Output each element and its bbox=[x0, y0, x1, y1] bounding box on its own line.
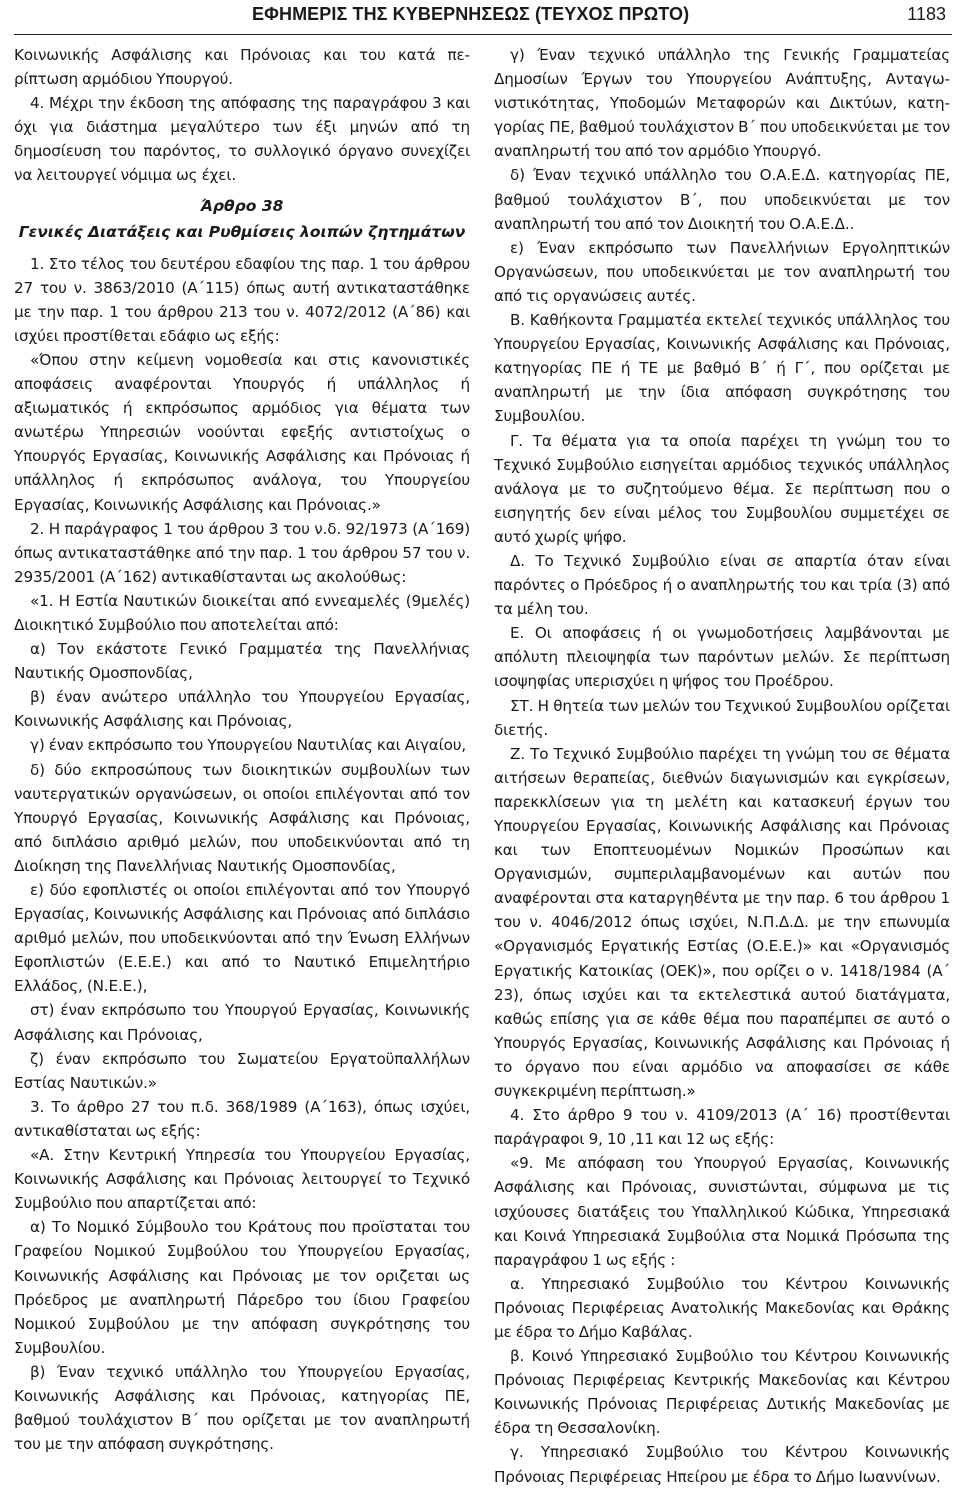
gazette-title: ΕΦΗΜΕΡΙΣ ΤΗΣ ΚΥΒΕΡΝΗΣΕΩΣ (ΤΕΥΧΟΣ ΠΡΩΤΟ) bbox=[252, 4, 690, 24]
paragraph: Β. Καθήκοντα Γραμματέα εκτελεί τεχνικός υπάλληλος του Υπουργείου Εργασίας, Κοινωνικής Ασφάλισης και Πρόνοιας, κατηγορίας ΠΕ ή ΤΕ με βαθμό Β΄ ή Γ΄, που ορίζεται με αναπληρωτή με την ίδια απόφαση συγκρότησης του Συμβουλίου. bbox=[494, 311, 950, 426]
paragraph: γ. Υπηρεσιακό Συμβούλιο του Κέντρου Κοινωνικής Πρόνοιας Περιφέρειας Ηπείρου με έδρα το Δήμο Ιωαννίνων. bbox=[494, 1443, 950, 1486]
paragraph: Δ. Το Τεχνικό Συμβούλιο είναι σε απαρτία όταν είναι παρόντες ο Πρόεδρος ή ο αναπληρωτής του και τρία (3) από τα μέλη του. bbox=[494, 551, 950, 619]
paragraph: «Όπου στην κείμενη νομοθεσία και στις κανονιστικές αποφάσεις αναφέρονται Υπουργός ή υπάλληλος ή αξιωματικός ή εκπρόσωπος αρμόδιος για θέματα των ανωτέρω Υπηρεσιών νοούνται εφεξής αντιστοίχως ο Υπουργός Εργασίας, Κοινωνικής Ασφάλισης και Πρόνοιας ή υπάλληλος ή εκπρόσωπος ανάλογα, του Υπουργείου Εργασίας, Κοινωνικής Ασφάλισης και Πρόνοιας.» bbox=[14, 350, 470, 514]
paragraph: «Α. Στην Κεντρική Υπηρεσία του Υπουργείου Εργασίας, Κοινωνικής Ασφάλισης και Πρόνοιας λειτουργεί το Τεχνικό Συμβούλιο που απαρτίζεται από: bbox=[14, 1146, 470, 1213]
paragraph: α. Υπηρεσιακό Συμβούλιο του Κέντρου Κοινωνικής Πρόνοιας Περιφέρειας Ανατολικής Μακεδονίας και Θράκης με έδρα το Δήμο Καβάλας. bbox=[494, 1274, 950, 1341]
paragraph: Ε. Οι αποφάσεις ή οι γνωμοδοτήσεις λαμβάνονται με απόλυτη πλειοψηφία των παρόντων μελών. Σε περίπτωση ισοψηφίας υπερισχύει η ψήφος του Προέδρου. bbox=[494, 624, 950, 691]
paragraph: Κοινωνικής Ασφάλισης και Πρόνοιας και του κατά περίπτωση αρμόδιου Υπουργού. bbox=[14, 46, 470, 89]
paragraph: Ζ. Το Τεχνικό Συμβούλιο παρέχει τη γνώμη του σε θέματα αιτήσεων θεραπείας, διεθνών διαγωνισμών και εγκρίσεων, παρεκκλίσεων για τη μελέτη και κατασκευή έργων του Υπουργείου Εργασίας, Κοινωνικής Ασφάλισης και Πρόνοιας και των Εποπτευομένων Νομικών Προσώπων και Οργανισμών, συμπεριλαμβανομένων και αυτών που αναφέρονται στα καταργηθέντα με την παρ. 6 του άρθρου 1 του ν. 4046/2012 όπως ισχύει, Ν.Π.Δ.Δ. με την επωνυμία «Οργανισμός Εργατικής Εστίας (Ο.Ε.Ε.)» και «Οργανισμός Εργατικής Κατοικίας (ΟΕΚ)», που ορίζει ο ν. 1418/1984 (Α΄ 23), όπως ισχύει και τα εκτελεστικά αυτού διατάγματα, καθώς επίσης για σε κάθε θέμα που παραπέμπει σε αυτό ο Υπουργός Εργασίας, Κοινωνικής Ασφάλισης και Πρόνοιας ή το όργανο που είναι αρμόδιο να αποφασίσει σε κάθε συγκεκριμένη περίπτωση.» bbox=[494, 744, 950, 1101]
paragraph: α) Τον εκάστοτε Γενικό Γραμματέα της Πανελλήνιας Ναυτικής Ομοσπονδίας, bbox=[14, 640, 470, 683]
paragraph: δ) Έναν τεχνικό υπάλληλο του Ο.Α.Ε.Δ. κατηγορίας ΠΕ, βαθμού τουλάχιστον Β΄, που υποδεικνύεται με τον αναπληρωτή του από τον Διοικητή του Ο.Α.Ε.Δ.. bbox=[494, 166, 950, 233]
paragraph: β) έναν ανώτερο υπάλληλο του Υπουργείου Εργασίας, Κοινωνικής Ασφάλισης και Πρόνοιας, bbox=[14, 688, 470, 731]
page-header bbox=[14, 0, 952, 35]
paragraph: β) Έναν τεχνικό υπάλληλο του Υπουργείου Εργασίας, Κοινωνικής Ασφάλισης και Πρόνοιας, κατηγορίας ΠΕ, βαθμού τουλάχιστον Β΄ που ορίζεται με τον αναπληρωτή του με την απόφαση συγκρότησης. bbox=[14, 1362, 470, 1454]
paragraph: ε) Έναν εκπρόσωπο των Πανελλήνιων Εργοληπτικών Οργανώσεων, που υποδεικνύεται με τον αναπληρωτή του από τις οργανώσεις αυτές. bbox=[494, 238, 950, 305]
paragraph: α) Το Νομικό Σύμβουλο του Κράτους που προϊσταται του Γραφείου Νομικού Συμβούλου του Υπουργείου Εργασίας, Κοινωνικής Ασφάλισης και Πρόνοιας με τον οριζεται ως Πρόεδρος με αναπληρωτή Πάρεδρο του ίδιου Γραφείου Νομικού Συμβούλου με την απόφαση συγκρότησης του Συμβουλίου. bbox=[14, 1218, 470, 1357]
paragraph: 1. Στο τέλος του δευτέρου εδαφίου της παρ. 1 του άρθρου 27 του ν. 3863/2010 (Α΄115) όπως αυτή αντικαταστάθηκε με την παρ. 1 του άρθρου 213 του ν. 4072/2012 (Α΄86) και ισχύει προστίθεται εδάφιο ως εξής: bbox=[14, 254, 470, 345]
paragraph: γ) Έναν τεχνικό υπάλληλο της Γενικής Γραμματείας Δημοσίων Έργων του Υπουργείου Ανάπτυξης, Ανταγωνιστικότητας, Υποδομών Μεταφορών και Δικτύων, κατηγορίας ΠΕ, βαθμού τουλάχιστον Β΄ που υποδεικνύεται με τον αναπληρωτή του από τον αρμόδιο Υπουργό. bbox=[494, 46, 950, 161]
article-subtitle: Γενικές Διατάξεις και Ρυθμίσεις λοιπών ζητημάτων bbox=[18, 222, 466, 241]
paragraph: ζ) έναν εκπρόσωπο του Σωματείου Εργατοϋπαλλήλων Εστίας Ναυτικών.» bbox=[14, 1049, 470, 1092]
paragraph: «9. Με απόφαση του Υπουργού Εργασίας, Κοινωνικής Ασφάλισης και Πρόνοιας, συνιστώνται, σύμφωνα με τις ισχύουσες διατάξεις του Υπαλληλικού Κώδικα, Υπηρεσιακά και Κοινά Υπηρεσιακά Συμβούλια στα Νομικά Πρόσωπα της παραγράφου 1 ως εξής : bbox=[494, 1154, 950, 1269]
paragraph: στ) έναν εκπρόσωπο του Υπουργού Εργασίας, Κοινωνικής Ασφάλισης και Πρόνοιας, bbox=[14, 1001, 470, 1044]
paragraph: 3. Το άρθρο 27 του π.δ. 368/1989 (Α΄163), όπως ισχύει, αντικαθίσταται ως εξής: bbox=[14, 1097, 470, 1140]
left-column bbox=[14, 43, 470, 1489]
paragraph: «1. Η Εστία Ναυτικών διοικείται από εννεαμελές (9μελές) Διοικητικό Συμβούλιο που αποτελείται από: bbox=[14, 591, 470, 634]
paragraph: γ) έναν εκπρόσωπο του Υπουργείου Ναυτιλίας και Αιγαίου, bbox=[30, 736, 467, 755]
right-column bbox=[494, 43, 950, 1489]
article-title: Άρθρο 38 bbox=[200, 196, 284, 215]
paragraph: ΣΤ. Η θητεία των μελών του Τεχνικού Συμβουλίου ορίζεται διετής. bbox=[494, 696, 950, 739]
paragraph: β. Κοινό Υπηρεσιακό Συμβούλιο του Κέντρου Κοινωνικής Πρόνοιας Περιφέρειας Κεντρικής Μακεδονίας και Κέντρου Κοινωνικής Πρόνοιας Περιφέρειας Δυτικής Μακεδονίας με έδρα τη Θεσσαλονίκη. bbox=[494, 1347, 950, 1438]
page-number: 1183 bbox=[907, 4, 946, 24]
paragraph: ε) δύο εφοπλιστές οι οποίοι επιλέγονται από τον Υπουργό Εργασίας, Κοινωνικής Ασφάλισης και Πρόνοιας από διπλάσιο αριθμό μελών, που υποδεικνύονται από την Ένωση Ελλήνων Εφοπλιστών (Ε.Ε.Ε.) και από το Ναυτικό Επιμελητήριο Ελλάδος, (Ν.Ε.Ε.), bbox=[14, 881, 470, 996]
paragraph: Γ. Τα θέματα για τα οποία παρέχει τη γνώμη του το Τεχνικό Συμβούλιο εισηγείται αρμόδιος τεχνικός υπάλληλος ανάλογα με το συζητούμενο θέμα. Σε περίπτωση που ο εισηγητής δεν είναι μέλος του Συμβουλίου συμμετέχει σε αυτό χωρίς ψήφο. bbox=[494, 431, 950, 546]
paragraph: δ) δύο εκπροσώπους των διοικητικών συμβουλίων των ναυτεργατικών οργανώσεων, οι οποίοι επιλέγονται από τον Υπουργό Εργασίας, Κοινωνικής Ασφάλισης και Πρόνοιας, από διπλάσιο αριθμό μελών, που υποδεικνύονται από τη Διοίκηση της Πανελλήνιας Ναυτικής Ομοσπονδίας, bbox=[14, 760, 470, 875]
text-columns bbox=[14, 43, 952, 1489]
paragraph: 2. Η παράγραφος 1 του άρθρου 3 του ν.δ. 92/1973 (Α΄169) όπως αντικαταστάθηκε από την παρ. 1 του άρθρου 57 του ν. 2935/2001 (Α΄162) αντικαθίστανται ως ακολούθως: bbox=[14, 519, 470, 586]
paragraph: 4. Στο άρθρο 9 του ν. 4109/2013 (Α΄ 16) προστίθενται παράγραφοι 9, 10 ,11 και 12 ως εξής: bbox=[494, 1106, 950, 1149]
paragraph: 4. Μέχρι την έκδοση της απόφασης της παραγράφου 3 και όχι για διάστημα μεγαλύτερο των έξι μηνών από τη δημοσίευση του παρόντος, το συλλογικό όργανο συνεχίζει να λειτουργεί νόμιμα ως έχει. bbox=[14, 94, 470, 185]
